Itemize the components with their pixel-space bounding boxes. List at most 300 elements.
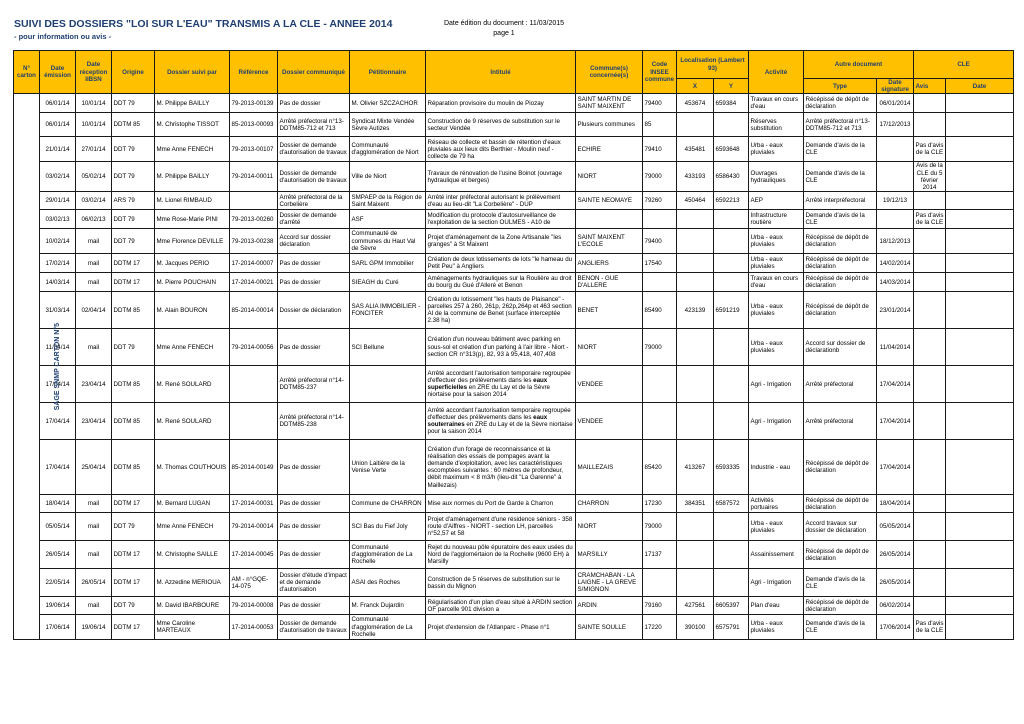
- cell-type: Arrêté préfectoral: [804, 366, 877, 403]
- cell-type: Arrêté préfectoral: [804, 403, 877, 440]
- cell-petitionnaire: SCI Bas du Fief Joly: [350, 513, 426, 541]
- cell-dossier-communique: Pas de dossier: [278, 495, 350, 513]
- cell-activite: Urba - eaux pluviales: [749, 329, 804, 366]
- cell-type: Arrêté préfectoral n°13-DDTM85-712 et 713: [804, 113, 877, 137]
- cell-origine: DDT 79: [112, 137, 155, 162]
- table-row: [14, 440, 1014, 495]
- cell-type: Demande d'avis de la CLE: [804, 569, 877, 597]
- cell-type: Accord travaux sur dossier de déclaration: [804, 513, 877, 541]
- cell-intitule: Construction de 9 réserves de substitution sur le secteur Vendée: [426, 113, 576, 137]
- cell-date-emission: 06/01/14: [40, 113, 76, 137]
- cell-communes: ANGLIERS: [576, 254, 643, 273]
- cell-reference: 79-2013-00139: [230, 94, 278, 113]
- cell-x: [677, 403, 714, 440]
- table-row: [14, 292, 1014, 329]
- cell-y: 6593335: [714, 440, 749, 495]
- cell-date-reception: mail: [76, 254, 112, 273]
- cell-avis: Pas d'avis de la CLE: [914, 615, 946, 640]
- cell-communes: NIORT: [576, 329, 643, 366]
- cell-activite: Urba - eaux pluviales: [749, 229, 804, 254]
- cell-avis: [914, 229, 946, 254]
- cell-code-insee: 17230: [643, 495, 677, 513]
- cell-y: 6587572: [714, 495, 749, 513]
- cell-dossier-communique: Dossier de déclaration: [278, 292, 350, 329]
- cell-communes: ECHIRE: [576, 137, 643, 162]
- cell-suivi-par: M. Alain BOURON: [155, 292, 230, 329]
- cell-y: 6592213: [714, 192, 749, 210]
- cell-suivi-par: M. René SOULARD: [155, 366, 230, 403]
- cell-x: 413267: [677, 440, 714, 495]
- cell-date: [946, 541, 1014, 569]
- cell-communes: NIORT: [576, 513, 643, 541]
- cell-petitionnaire: [350, 403, 426, 440]
- cell-type: Récépissé de dépôt de déclaration: [804, 440, 877, 495]
- cell-date: [946, 254, 1014, 273]
- cell-y: [714, 513, 749, 541]
- cell-communes: ARDIN: [576, 597, 643, 615]
- cell-origine: DDT 79: [112, 229, 155, 254]
- cell-code-insee: 79400: [643, 229, 677, 254]
- cell-communes: CHARRON: [576, 495, 643, 513]
- cell-date-signature: 19/12/13: [877, 192, 914, 210]
- col-date-signature: Date signature: [877, 79, 914, 94]
- cell-date-emission: 14/03/14: [40, 273, 76, 292]
- cell-code-insee: 17220: [643, 615, 677, 640]
- cell-origine: DDT 79: [112, 597, 155, 615]
- cell-dossier-communique: Arrêté préfectoral n°14-DDTM85-238: [278, 403, 350, 440]
- table-row: [14, 229, 1014, 254]
- cell-intitule: Projet d'aménagement de la Zone Artisanale "les granges" à St Maixent: [426, 229, 576, 254]
- cell-code-insee: 85: [643, 113, 677, 137]
- col-date-reception: Date réception IIBSN: [76, 51, 112, 94]
- cell-intitule: Création du lotissement "les hauts de Plaisance" - parcelles 257 à 260, 261p, 262p,264p et 463 section AI de la commune de Benet (surface interceptée 2.38 ha): [426, 292, 576, 329]
- cell-date-signature: 18/04/2014: [877, 495, 914, 513]
- cell-date-signature: [877, 137, 914, 162]
- intitule-emphasis: eaux souterraines: [427, 414, 548, 429]
- col-y: Y: [714, 79, 749, 94]
- cell-date: [946, 569, 1014, 597]
- cell-code-insee: 85490: [643, 292, 677, 329]
- cell-intitule: Création de deux lotissements de lots "le hameau du Petit Peu" à Angliers: [426, 254, 576, 273]
- cell-date-reception: 05/02/14: [76, 162, 112, 192]
- cell-avis: [914, 192, 946, 210]
- cell-date-reception: 25/04/14: [76, 440, 112, 495]
- cell-reference: 85-2014-00149: [230, 440, 278, 495]
- cell-origine: DDTM 17: [112, 273, 155, 292]
- page-number: page 1: [493, 30, 515, 37]
- cell-reference: 79-2014-00011: [230, 162, 278, 192]
- cell-avis: Pas d'avis de la CLE: [914, 137, 946, 162]
- cell-suivi-par: Mme Rose-Marie PINI: [155, 210, 230, 229]
- cell-date: [946, 210, 1014, 229]
- cell-x: [677, 569, 714, 597]
- cell-date-emission: 18/04/14: [40, 495, 76, 513]
- cell-suivi-par: M. Lionel RIMBAUD: [155, 192, 230, 210]
- table-row: [14, 597, 1014, 615]
- cell-communes: SAINT MAIXENT L'ECOLE: [576, 229, 643, 254]
- cell-communes: [576, 210, 643, 229]
- cell-petitionnaire: SMPAEP de la Région de Saint Maixent: [350, 192, 426, 210]
- cell-dossier-communique: Accord sur dossier déclaration: [278, 229, 350, 254]
- cell-intitule: Création d'un nouveau bâtiment avec parking en sous-sol et création d'un parking à l'air libre - Niort - section CR n°313(p), 82, 93 à 95,418, 407,408: [426, 329, 576, 366]
- cell-date: [946, 597, 1014, 615]
- cell-origine: DDT 79: [112, 162, 155, 192]
- cell-date-emission: 19/06/14: [40, 597, 76, 615]
- cell-type: Demande d'avis de la CLE: [804, 162, 877, 192]
- col-localisation: Localisation (Lambert 93): [677, 51, 749, 79]
- cell-activite: Ouvrages hydrauliques: [749, 162, 804, 192]
- cell-date-emission: 06/01/14: [40, 94, 76, 113]
- table-body: [14, 94, 1014, 640]
- cell-origine: DDT 79: [112, 513, 155, 541]
- cell-date: [946, 329, 1014, 366]
- table-row: [14, 403, 1014, 440]
- cell-dossier-communique: Pas de dossier: [278, 513, 350, 541]
- cell-intitule: Réseau de collecte et bassin de rétention d'eaux pluviales aux lieux dits Berthier - Moulin neuf - collecte de 79 ha: [426, 137, 576, 162]
- cell-date-reception: mail: [76, 229, 112, 254]
- cell-y: 659384: [714, 94, 749, 113]
- cell-dossier-communique: Arrêté préfectoral n°13-DDTM85-712 et 713: [278, 113, 350, 137]
- cell-y: 6591219: [714, 292, 749, 329]
- cell-suivi-par: M. Thomas COUTHOUIS: [155, 440, 230, 495]
- cell-reference: [230, 366, 278, 403]
- cell-reference: AM - n°GQE-14-075: [230, 569, 278, 597]
- cell-x: [677, 329, 714, 366]
- cell-origine: DDT 79: [112, 210, 155, 229]
- cell-date-signature: 06/02/2014: [877, 597, 914, 615]
- cell-intitule: Régularisation d'un plan d'eau situé à ARDIN section OF parcelle 901 division a: [426, 597, 576, 615]
- cell-suivi-par: M. Azzedine MERIOUA: [155, 569, 230, 597]
- cell-date-emission: 03/02/14: [40, 162, 76, 192]
- cell-date-reception: 19/06/14: [76, 615, 112, 640]
- cell-code-insee: 79260: [643, 192, 677, 210]
- col-date: Date: [946, 79, 1014, 94]
- cell-activite: Urba - eaux pluviales: [749, 513, 804, 541]
- cell-petitionnaire: Ville de Niort: [350, 162, 426, 192]
- cell-origine: DDTM 17: [112, 569, 155, 597]
- carton-label: SAGE SNMP CARTON N°5: [54, 323, 62, 411]
- cell-petitionnaire: [350, 366, 426, 403]
- cell-petitionnaire: ASAI des Roches: [350, 569, 426, 597]
- cell-avis: [914, 366, 946, 403]
- table-row: [14, 192, 1014, 210]
- cell-communes: SAINTE SOULLE: [576, 615, 643, 640]
- cell-communes: Plusieurs communes: [576, 113, 643, 137]
- cell-activite: Réserves substitution: [749, 113, 804, 137]
- cell-communes: MAILLEZAIS: [576, 440, 643, 495]
- cell-date-signature: 26/05/2014: [877, 569, 914, 597]
- cell-y: [714, 403, 749, 440]
- table-row: [14, 615, 1014, 640]
- cell-code-insee: 79000: [643, 513, 677, 541]
- col-n-carton: N° carton: [14, 51, 40, 94]
- cell-activite: Agri - Irrigation: [749, 366, 804, 403]
- cell-x: 384351: [677, 495, 714, 513]
- cell-date-emission: 10/02/14: [40, 229, 76, 254]
- table-row: [14, 94, 1014, 113]
- cell-suivi-par: M. Christophe SAILLE: [155, 541, 230, 569]
- cell-reference: 17-2014-00007: [230, 254, 278, 273]
- cell-date-signature: 17/04/2014: [877, 366, 914, 403]
- cell-intitule: Création d'un forage de reconnaissance et la réalisation des essais de pompages avant la demande d'exploitation, avec les caractéristiques escomptées suivantes : 60 mètres de profondeur, débit maximum < 8 m3/h (lieu-dit "La Garenne" à Maillezais): [426, 440, 576, 495]
- cell-x: [677, 113, 714, 137]
- cell-petitionnaire: Commune de CHARRON: [350, 495, 426, 513]
- cell-activite: Agri - Irrigation: [749, 569, 804, 597]
- cell-type: Récépissé de dépôt de déclaration: [804, 273, 877, 292]
- page-subtitle: - pour information ou avis -: [14, 32, 112, 41]
- cell-date: [946, 495, 1014, 513]
- cell-origine: DDTM 85: [112, 366, 155, 403]
- cell-code-insee: 79000: [643, 329, 677, 366]
- cell-type: Récépissé de dépôt de déclaration: [804, 495, 877, 513]
- cell-origine: DDTM 17: [112, 541, 155, 569]
- cell-dossier-communique: Pas de dossier: [278, 329, 350, 366]
- cell-reference: 79-2014-00056: [230, 329, 278, 366]
- cell-dossier-communique: Dossier de demande d'autorisation de travaux: [278, 162, 350, 192]
- table-row: [14, 513, 1014, 541]
- cell-date-signature: 11/04/2014: [877, 329, 914, 366]
- col-cle: CLE: [914, 51, 1014, 79]
- cell-avis: [914, 495, 946, 513]
- cell-date-emission: 26/05/14: [40, 541, 76, 569]
- cell-reference: 79-2014-00014: [230, 513, 278, 541]
- cell-date: [946, 137, 1014, 162]
- cell-y: [714, 569, 749, 597]
- cell-intitule: Projet d'extension de l'Atlanparc - Phase n°1: [426, 615, 576, 640]
- cell-date-reception: 10/01/14: [76, 113, 112, 137]
- cell-intitule: [426, 366, 576, 403]
- col-dossier-communique: Dossier communiqué: [278, 51, 350, 94]
- cell-date-reception: 06/02/13: [76, 210, 112, 229]
- cell-activite: Urba - eaux pluviales: [749, 292, 804, 329]
- cell-origine: DDTM 17: [112, 495, 155, 513]
- cell-origine: DDTM 85: [112, 113, 155, 137]
- cell-date: [946, 440, 1014, 495]
- cell-dossier-communique: Arrêté préfectoral de la Corbelière: [278, 192, 350, 210]
- cell-y: 6605397: [714, 597, 749, 615]
- cell-avis: [914, 273, 946, 292]
- cell-y: [714, 113, 749, 137]
- cell-date-signature: [877, 210, 914, 229]
- cell-avis: [914, 329, 946, 366]
- cell-x: 433193: [677, 162, 714, 192]
- cell-date-reception: mail: [76, 597, 112, 615]
- cell-reference: 79-2013-00238: [230, 229, 278, 254]
- cell-dossier-communique: Pas de dossier: [278, 273, 350, 292]
- cell-communes: BENET: [576, 292, 643, 329]
- cell-intitule: [426, 403, 576, 440]
- cell-intitule: Arrêté inter préfectoral autorisant le prélèvement d'eau au lieu-dit "La Corbelière" - DUP: [426, 192, 576, 210]
- cell-suivi-par: M. René SOULARD: [155, 403, 230, 440]
- cell-dossier-communique: Arrêté préfectoral n°14-DDTM85-237: [278, 366, 350, 403]
- cell-dossier-communique: Pas de dossier: [278, 254, 350, 273]
- table-row: [14, 569, 1014, 597]
- cell-x: 453674: [677, 94, 714, 113]
- cell-type: Récépissé de dépôt de déclaration: [804, 94, 877, 113]
- cell-suivi-par: M. Christophe TISSOT: [155, 113, 230, 137]
- cell-x: 450464: [677, 192, 714, 210]
- cell-suivi-par: Mme Florence DEVILLE: [155, 229, 230, 254]
- cell-date: [946, 366, 1014, 403]
- cell-origine: DDTM 17: [112, 254, 155, 273]
- cell-activite: Plan d'eau: [749, 597, 804, 615]
- cell-date-signature: 18/12/2013: [877, 229, 914, 254]
- cell-petitionnaire: ASF: [350, 210, 426, 229]
- cell-code-insee: [643, 403, 677, 440]
- cell-code-insee: 17540: [643, 254, 677, 273]
- cell-y: [714, 210, 749, 229]
- cell-x: 435481: [677, 137, 714, 162]
- cell-activite: Urba - eaux pluviales: [749, 615, 804, 640]
- cell-activite: Agri - Irrigation: [749, 403, 804, 440]
- table-row: [14, 329, 1014, 366]
- cell-origine: DDTM 85: [112, 440, 155, 495]
- cell-petitionnaire: Syndicat Mixte Vendée Sèvre Autizes: [350, 113, 426, 137]
- cell-origine: ARS 79: [112, 192, 155, 210]
- cell-type: Récépissé de dépôt de déclaration: [804, 597, 877, 615]
- cell-x: [677, 254, 714, 273]
- cell-dossier-communique: Pas de dossier: [278, 541, 350, 569]
- cell-activite: Assainissement: [749, 541, 804, 569]
- cell-origine: DDT 79: [112, 94, 155, 113]
- cell-dossier-communique: Pas de dossier: [278, 440, 350, 495]
- cell-date: [946, 292, 1014, 329]
- cell-activite: Travaux en cours d'eau: [749, 273, 804, 292]
- cell-x: [677, 366, 714, 403]
- cell-date-emission: 22/05/14: [40, 569, 76, 597]
- cell-date-emission: 17/04/14: [40, 440, 76, 495]
- cell-suivi-par: M. Philippe BAILLY: [155, 162, 230, 192]
- cell-date-reception: 23/04/14: [76, 366, 112, 403]
- cell-date-signature: 23/01/2014: [877, 292, 914, 329]
- cell-date: [946, 615, 1014, 640]
- cell-intitule: Rejet du nouveau pôle épuratoire des eaux usées du Nord de l'agglomértaion de la Rochelle (9600 EH) à Marsilly: [426, 541, 576, 569]
- cell-y: [714, 541, 749, 569]
- cell-petitionnaire: Communauté d'agglomération de La Rochelle: [350, 541, 426, 569]
- cell-date-reception: 10/01/14: [76, 94, 112, 113]
- cell-date: [946, 403, 1014, 440]
- cell-reference: 17-2014-00031: [230, 495, 278, 513]
- cell-date-emission: 17/06/14: [40, 615, 76, 640]
- cell-activite: AEP: [749, 192, 804, 210]
- cell-x: [677, 210, 714, 229]
- cell-petitionnaire: SARL GPM Immobilier: [350, 254, 426, 273]
- col-autre-document: Autre document: [804, 51, 914, 79]
- cell-suivi-par: M. Philippe BAILLY: [155, 94, 230, 113]
- cell-date-signature: 14/03/2014: [877, 273, 914, 292]
- cell-date-reception: mail: [76, 513, 112, 541]
- cell-date-signature: 14/02/2014: [877, 254, 914, 273]
- col-intitule: Intitulé: [426, 51, 576, 94]
- table-row: [14, 113, 1014, 137]
- cell-x: [677, 541, 714, 569]
- cell-date-emission: 17/04/14: [40, 366, 76, 403]
- cell-suivi-par: M. David IBARBOURE: [155, 597, 230, 615]
- cell-code-insee: 79400: [643, 94, 677, 113]
- cell-communes: BENON - GUE D'ALLERE: [576, 273, 643, 292]
- cell-dossier-communique: Pas de dossier: [278, 597, 350, 615]
- cell-y: [714, 273, 749, 292]
- cell-date-signature: 05/05/2014: [877, 513, 914, 541]
- cell-date-emission: 03/02/13: [40, 210, 76, 229]
- page-title: SUIVI DES DOSSIERS "LOI SUR L'EAU" TRANSMIS A LA CLE - ANNEE 2014: [14, 18, 393, 30]
- cell-date-emission: 29/01/14: [40, 192, 76, 210]
- cell-suivi-par: M. Bernard LUGAN: [155, 495, 230, 513]
- cell-reference: [230, 403, 278, 440]
- cell-code-insee: 79160: [643, 597, 677, 615]
- cell-date-reception: mail: [76, 541, 112, 569]
- cell-activite: Urba - eaux pluviales: [749, 137, 804, 162]
- cell-petitionnaire: Union Laitière de la Venise Verte: [350, 440, 426, 495]
- cell-code-insee: 17137: [643, 541, 677, 569]
- cell-type: Récépissé de dépôt de déclaration: [804, 254, 877, 273]
- intitule-text: en ZRE du Lay et de la Sèvre niortaise pour la saison 2014: [427, 421, 573, 436]
- cell-date-reception: 03/02/14: [76, 192, 112, 210]
- cell-petitionnaire: Communauté d'agglomération de Niort: [350, 137, 426, 162]
- cell-y: [714, 229, 749, 254]
- cell-date-emission: 21/01/14: [40, 137, 76, 162]
- cell-petitionnaire: SCI Bellune: [350, 329, 426, 366]
- cell-suivi-par: Mme Anne FENECH: [155, 513, 230, 541]
- cell-x: 427561: [677, 597, 714, 615]
- cell-communes: NIORT: [576, 162, 643, 192]
- cell-code-insee: 79000: [643, 162, 677, 192]
- cell-avis: Avis de la CLE du 5 février 2014: [914, 162, 946, 192]
- table-row: [14, 273, 1014, 292]
- cell-dossier-communique: Dossier de demande d'autorisation de travaux: [278, 615, 350, 640]
- cell-code-insee: [643, 210, 677, 229]
- col-avis: Avis: [914, 79, 946, 94]
- cell-petitionnaire: SAS ALIA IMMOBILIER - FONCITER: [350, 292, 426, 329]
- cell-type: Récépissé de dépôt de déclaration: [804, 292, 877, 329]
- intitule-text: en ZRE du Lay et de la Sèvre niortaise pour la saison 2014: [427, 384, 550, 399]
- cell-avis: [914, 403, 946, 440]
- cell-origine: DDTM 17: [112, 615, 155, 640]
- cell-suivi-par: M. Jacques PERIO: [155, 254, 230, 273]
- cell-y: 6593648: [714, 137, 749, 162]
- cell-reference: 17-2014-00053: [230, 615, 278, 640]
- cell-type: Accord sur dossier de déclarationb: [804, 329, 877, 366]
- intitule-text: Arrêté accordant l'autorisation temporaire regroupée d'effectuer des prélèvements dans les: [427, 369, 571, 385]
- cell-intitule: Mise aux normes du Port de Garde à Charron: [426, 495, 576, 513]
- cell-avis: [914, 440, 946, 495]
- cell-avis: [914, 569, 946, 597]
- cell-date-signature: 26/05/2014: [877, 541, 914, 569]
- cell-x: [677, 229, 714, 254]
- col-code-insee: Code INSEE commune: [643, 51, 677, 94]
- cell-date-emission: 11/04/14: [40, 329, 76, 366]
- cell-date-signature: 17/06/2014: [877, 615, 914, 640]
- cell-activite: Activités portuaires: [749, 495, 804, 513]
- cell-code-insee: [643, 366, 677, 403]
- cell-code-insee: 79410: [643, 137, 677, 162]
- cell-reference: 85-2013-00093: [230, 113, 278, 137]
- table-row: [14, 162, 1014, 192]
- col-reference: Référence: [230, 51, 278, 94]
- cell-petitionnaire: M. Olivier SZCZACHOR: [350, 94, 426, 113]
- cell-dossier-communique: Dossier de demande d'autorisation de travaux: [278, 137, 350, 162]
- cell-avis: [914, 597, 946, 615]
- cell-date-signature: 17/04/2014: [877, 403, 914, 440]
- cell-intitule: Construction de 5 réserves de substitution sur le bassin du Mignon: [426, 569, 576, 597]
- cell-code-insee: 85420: [643, 440, 677, 495]
- col-date-emission: Date émission: [40, 51, 76, 94]
- cell-type: Récépissé de dépôt de déclaration: [804, 541, 877, 569]
- cell-date-reception: mail: [76, 273, 112, 292]
- cell-date: [946, 192, 1014, 210]
- cell-origine: DDTM 85: [112, 292, 155, 329]
- cell-suivi-par: Mme Caroline MARTEAUX: [155, 615, 230, 640]
